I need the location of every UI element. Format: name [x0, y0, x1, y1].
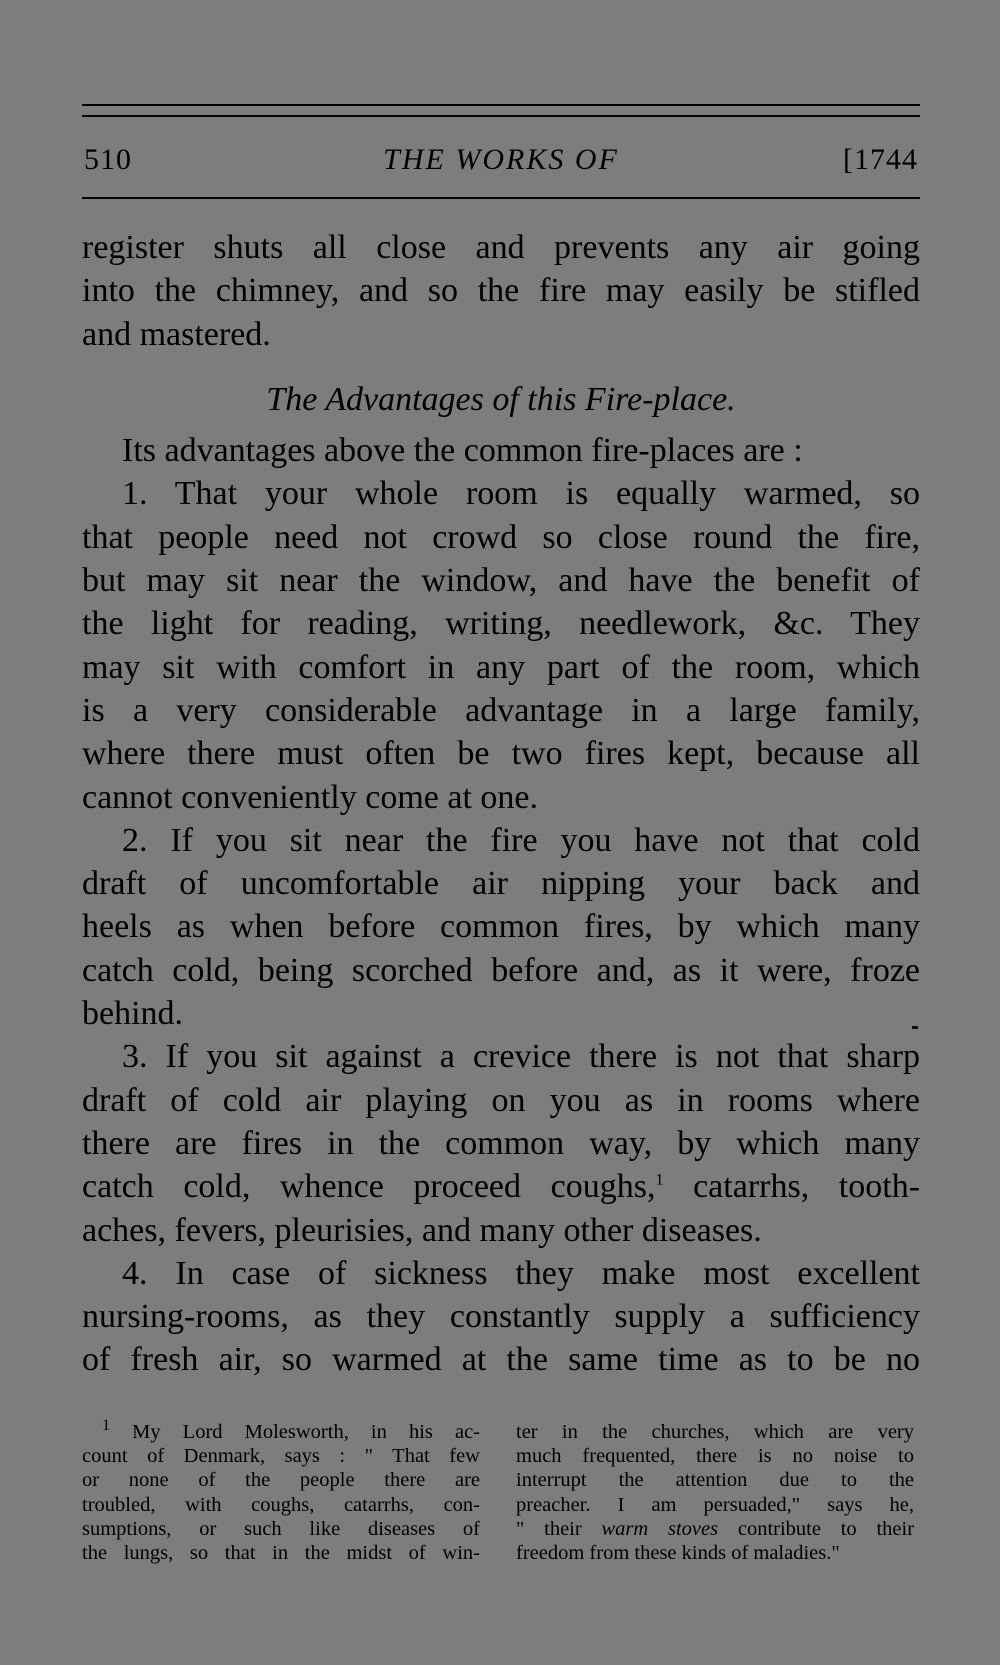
footnote-text: contribute to their [737, 1517, 915, 1540]
footnote-line [516, 1517, 914, 1541]
running-head [82, 140, 920, 180]
body-line: register shuts all close and prevents any air going [82, 229, 920, 266]
footnote-column-left [82, 1417, 481, 1565]
footnote-text: My Lord Molesworth, in his ac- [132, 1421, 481, 1443]
point3-line: 3. If you sit against a crevice there is not that sharp [122, 1038, 920, 1076]
margin-mark [912, 1026, 918, 1029]
point2-line: 2. If you sit near the fire you have not that cold [122, 821, 920, 859]
top-rule [82, 104, 920, 106]
footnote-line: much frequented, there is no noise to [516, 1445, 914, 1468]
intro-line: Its advantages above the common fire-places are : [122, 432, 803, 470]
body-line: and mastered. [82, 315, 271, 353]
footnote-line: count of Denmark, says : " That few [82, 1445, 480, 1468]
point4-line: of fresh air, so warmed at the same time as to be no [82, 1341, 920, 1379]
footnote-italic: warm stoves [601, 1517, 719, 1540]
footnote-text: " their [516, 1517, 582, 1540]
footnote-line: freedom from these kinds of maladies." [516, 1542, 840, 1565]
footnote-column-right [516, 1420, 914, 1565]
footnote-line [82, 1417, 481, 1444]
running-year: [1744 [843, 143, 918, 176]
footnote-line: preacher. I am persuaded," says he, [516, 1493, 914, 1516]
point1-line: the light for reading, writing, needlework, &c. They [82, 605, 920, 643]
point1-line: cannot conveniently come at one. [82, 778, 538, 816]
point2-line: draft of uncomfortable air nipping your back and [82, 865, 920, 903]
point2-line: behind. [82, 995, 184, 1033]
point3-line: draft of cold air playing on you as in rooms where [82, 1081, 920, 1119]
point2-line: heels as when before common fires, by which many [82, 908, 920, 946]
footnote-line: troubled, with coughs, catarrhs, con- [82, 1493, 480, 1516]
point1-line: where there must often be two fires kept, because all [82, 735, 920, 773]
point1-line: may sit with comfort in any part of the room, which [82, 648, 920, 686]
footnote-line: interrupt the attention due to the [516, 1469, 914, 1492]
point4-line: 4. In case of sickness they make most excellent [122, 1254, 920, 1292]
body-text [82, 226, 920, 1382]
footnote-line: ter in the churches, which are very [516, 1421, 914, 1443]
page-number: 510 [84, 143, 132, 176]
point1-line: 1. That your whole room is equally warmed, so [122, 475, 920, 513]
point3-line [82, 1165, 920, 1208]
point3-text: catch cold, whence proceed coughs, [82, 1168, 656, 1206]
point1-line: that people need not crowd so close round the fire, [82, 518, 920, 556]
header-rule [82, 197, 920, 199]
point2-line: catch cold, being scorched before and, as it were, froze [82, 951, 920, 989]
footnote-line: or none of the people there are [82, 1469, 480, 1492]
footnote-line: sumptions, or such like diseases of [82, 1517, 480, 1540]
point3-text: catarrhs, tooth- [693, 1168, 921, 1206]
footnote-line: the lungs, so that in the midst of win- [82, 1542, 480, 1565]
point3-line: there are fires in the common way, by which many [82, 1124, 920, 1162]
body-line: into the chimney, and so the fire may easily be stifled [82, 272, 920, 310]
footnote-marker: 1 [655, 1171, 664, 1189]
point4-line: nursing-rooms, as they constantly supply a sufficiency [82, 1298, 920, 1336]
footnote-number: 1 [102, 1417, 110, 1435]
top-rule-inner [82, 115, 920, 117]
running-title: THE WORKS OF [383, 143, 619, 176]
point3-line: aches, fevers, pleurisies, and many other diseases. [82, 1211, 762, 1249]
section-heading: The Advantages of this Fire-place. [266, 380, 736, 418]
point1-line: but may sit near the window, and have the benefit of [82, 562, 920, 600]
point1-line: is a very considerable advantage in a large family, [82, 691, 920, 729]
